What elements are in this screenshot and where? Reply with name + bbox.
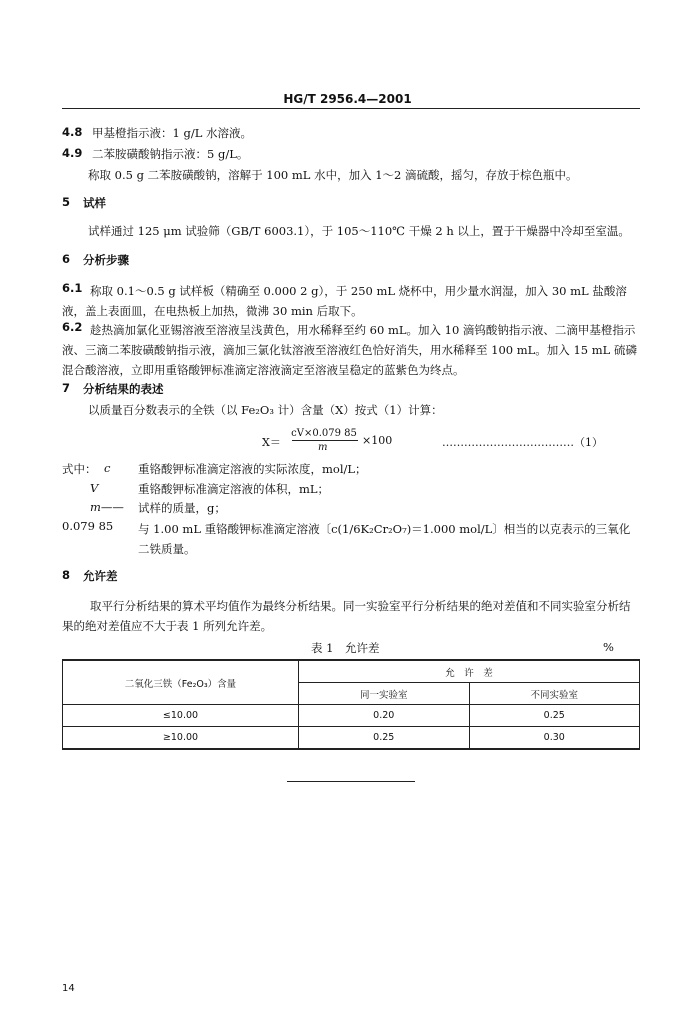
table-header-diff-lab: 不同实验室 — [469, 683, 640, 705]
section-number-5: 5 — [62, 195, 71, 209]
section-title-7: 分析结果的表述 — [83, 382, 164, 396]
formula-numerator: cV×0.079 85 — [291, 428, 357, 439]
table-cell-diff-lab: 0.25 — [469, 705, 640, 727]
formula-tail: ×100 — [362, 434, 393, 447]
table-header-group: 允 许 差 — [299, 660, 640, 683]
clause-number-4-8: 4.8 — [62, 125, 83, 139]
header-rule — [62, 108, 640, 109]
table-caption: 表 1 允许差 — [311, 641, 380, 655]
formula-reference: ………………………………（1） — [442, 436, 603, 449]
section-title-6: 分析步骤 — [83, 253, 129, 267]
table-cell-range: ≤10.00 — [63, 705, 299, 727]
formula-intro: 以质量百分数表示的全铁（以 Fe₂O₃ 计）含量（X）按式（1）计算： — [88, 403, 443, 417]
var-symbol-constant: 0.079 85 — [62, 519, 114, 533]
table-cell-same-lab: 0.20 — [299, 705, 470, 727]
table-header-content: 二氧化三铁（Fe₂O₃）含量 — [63, 660, 299, 705]
table-cell-same-lab: 0.25 — [299, 727, 470, 750]
section-5-body: 试样通过 125 μm 试验筛（GB/T 6003.1），于 105～110℃ 干燥 2 h 以上，置于干燥器中冷却至室温。 — [88, 224, 630, 238]
formula-lhs: X＝ — [262, 436, 281, 449]
clause-6-2-text: 趁热滴加氯化亚锡溶液至溶液呈浅黄色，用水稀释至约 60 mL。加入 10 滴钨酸钠指示液、二滴甲基橙指示液、三滴二苯胺磺酸钠指示液，滴加三氯化钛溶液至溶液红色恰好消失，用水稀释至 100 mL。加入 15 mL 硫磷混合酸溶液，立即用重铬酸钾标准滴定溶液滴定至溶液呈稳定的蓝紫色为终点。 — [62, 323, 637, 377]
table-header-same-lab: 同一实验室 — [299, 683, 470, 705]
clause-number-6-1: 6.1 — [62, 281, 83, 295]
section-number-7: 7 — [62, 381, 71, 395]
var-symbol-c: c — [104, 461, 111, 475]
clause-6-1-text: 称取 0.1～0.5 g 试样板（精确至 0.000 2 g），于 250 mL 烧杯中，用少量水润湿，加入 30 mL 盐酸溶液，盖上表面皿，在电热板上加热，微沸 30 min 后取下。 — [62, 284, 627, 318]
allowable-difference-table — [62, 659, 640, 750]
end-rule — [287, 781, 415, 782]
section-title-8: 允许差 — [83, 569, 118, 583]
standard-number: HG/T 2956.4—2001 — [283, 92, 412, 106]
var-desc-constant: 与 1.00 mL 重铬酸钾标准滴定溶液〔c(1/6K₂Cr₂O₇)＝1.000 mol/L〕相当的以克表示的三氧化二铁质量。 — [138, 522, 631, 556]
formula-fraction-bar — [292, 440, 358, 441]
var-desc-m: 试样的质量，g； — [138, 501, 226, 515]
section-8-body: 取平行分析结果的算术平均值作为最终分析结果。同一实验室平行分析结果的绝对差值和不同实验室分析结果的绝对差值应不大于表 1 所列允许差。 — [62, 599, 631, 633]
table-unit: % — [603, 640, 614, 654]
section-title-5: 试样 — [83, 196, 106, 210]
page-number: 14 — [62, 983, 75, 994]
clause-number-6-2: 6.2 — [62, 320, 83, 334]
table-cell-range: ≥10.00 — [63, 727, 299, 750]
clause-number-4-9: 4.9 — [62, 146, 83, 160]
section-number-8: 8 — [62, 568, 71, 582]
var-symbol-m: m—— — [90, 500, 124, 514]
clause-4-9-detail: 称取 0.5 g 二苯胺磺酸钠，溶解于 100 mL 水中，加入 1～2 滴硫酸，摇匀，存放于棕色瓶中。 — [88, 168, 578, 182]
where-label: 式中： — [62, 462, 97, 476]
var-symbol-v: V — [90, 481, 99, 495]
formula-denominator: m — [318, 442, 328, 453]
var-desc-v: 重铬酸钾标准滴定溶液的体积，mL； — [138, 482, 330, 496]
var-desc-c: 重铬酸钾标准滴定溶液的实际浓度，mol/L； — [138, 462, 367, 476]
clause-4-9-text: 二苯胺磺酸钠指示液：5 g/L。 — [92, 147, 249, 161]
section-number-6: 6 — [62, 252, 71, 266]
table-cell-diff-lab: 0.30 — [469, 727, 640, 750]
clause-4-8-text: 甲基橙指示液：1 g/L 水溶液。 — [92, 126, 252, 140]
